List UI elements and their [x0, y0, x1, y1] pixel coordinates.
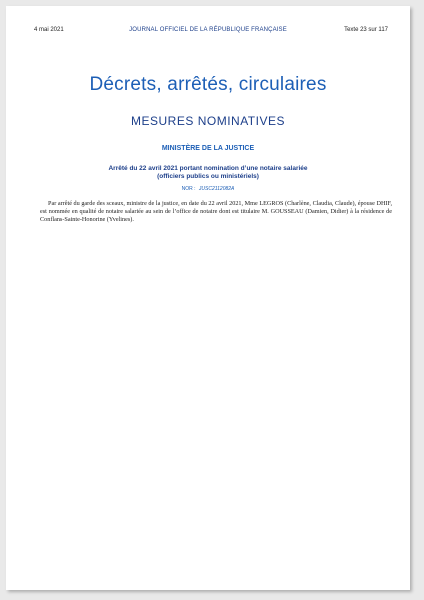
- section-subtitle: MESURES NOMINATIVES: [131, 114, 285, 128]
- journal-name: JOURNAL OFFICIEL DE LA RÉPUBLIQUE FRANÇAISE: [129, 27, 287, 33]
- arrete-title: [66, 165, 350, 181]
- document-page: [6, 6, 410, 590]
- publication-date: 4 mai 2021: [34, 27, 64, 33]
- nor-label: NOR :: [181, 186, 196, 192]
- section-title: Décrets, arrêtés, circulaires: [89, 74, 327, 95]
- arrete-title-line2: (officiers publics ou ministériels): [157, 173, 259, 180]
- body-paragraph: Par arrêté du garde des sceaux, ministre de la justice, en date du 22 avril 2021, Mme LEGROS (Charlène, Claudia, Claude), épouse DHIF, est nommée en qualité de notaire salariée au sein de l’office de notaire dont est titulaire M. GOUSSEAU (Damien, Didier) à la résidence de Conflans-Sainte-Honorine (Yvelines).: [40, 200, 392, 224]
- nor-code: JUSC2112082A: [198, 186, 235, 192]
- text-number: Texte 23 sur 117: [344, 27, 388, 33]
- arrete-title-line1: Arrêté du 22 avril 2021 portant nomination d’une notaire salariée: [108, 165, 308, 172]
- nor-reference: [6, 186, 410, 192]
- ministry-heading: MINISTÈRE DE LA JUSTICE: [161, 145, 255, 152]
